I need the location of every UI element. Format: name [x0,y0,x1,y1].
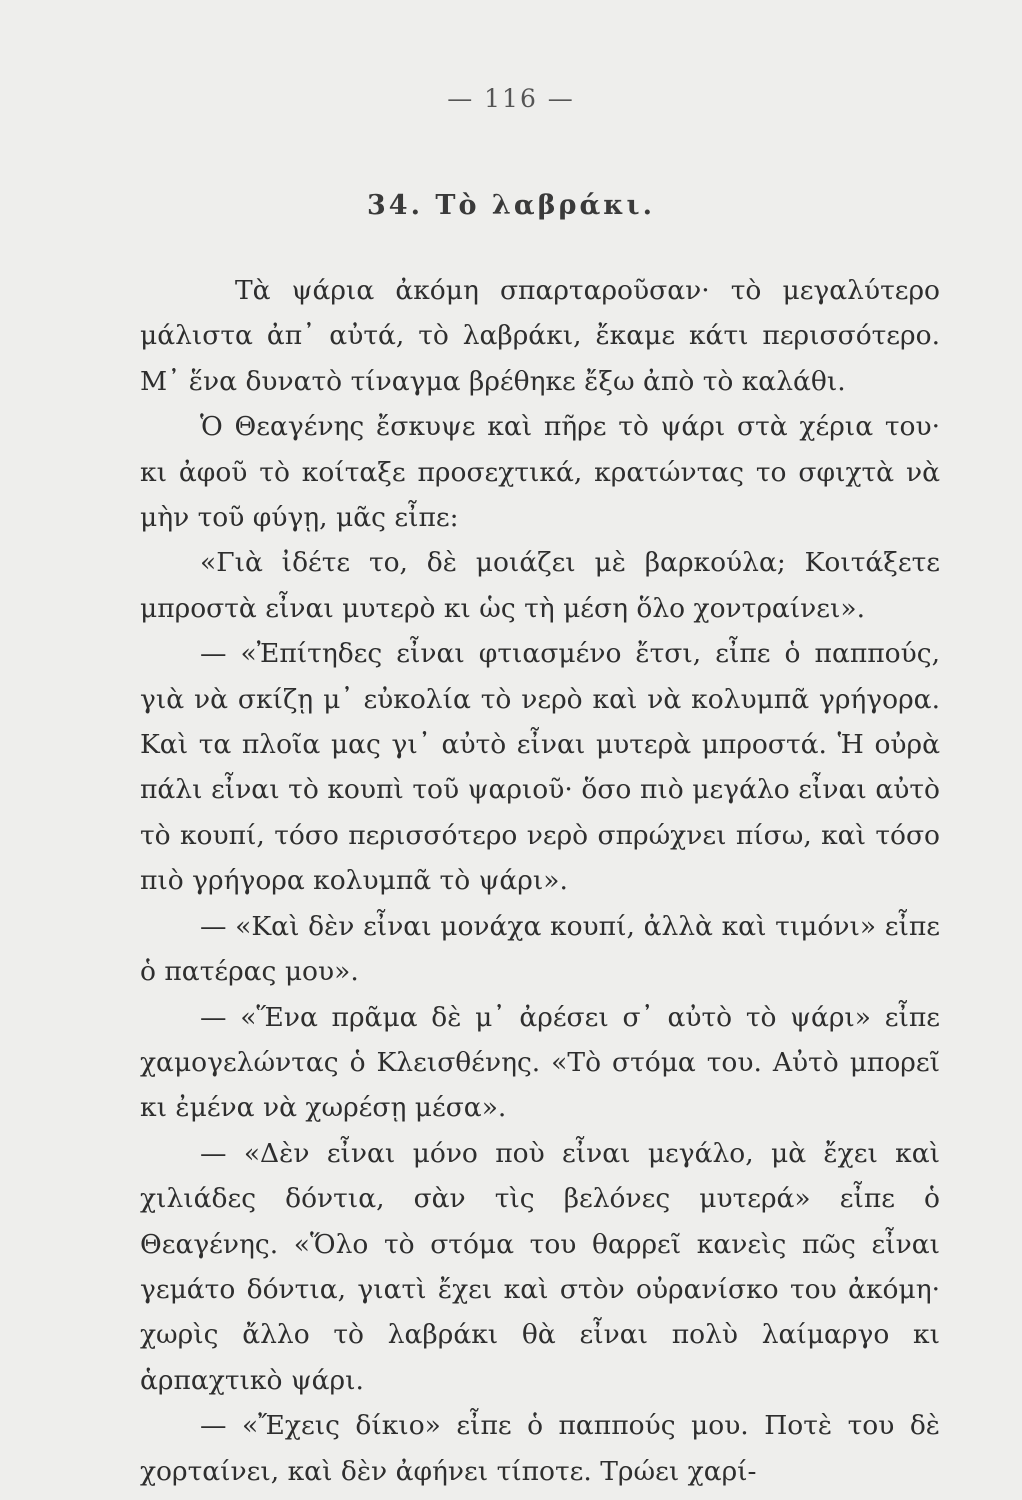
paragraph: — «Ἔχεις δίκιο» εἶπε ὁ παππούς μου. Ποτὲ του δὲ χορταίνει, καὶ δὲν ἀφήνει τίποτε. Τρώει χαρί- [140,1410,940,1487]
paragraph: — «Ἐπίτηδες εἶναι φτιασμένο ἔτσι, εἶπε ὁ παππούς, γιὰ νὰ σκίζῃ μ᾽ εὐκολία τὸ νερὸ καὶ νὰ κολυμπᾶ γρήγορα. Καὶ τα πλοῖα μας γι᾽ αὐτὸ εἶναι μυτερὰ μπροστά. Ἡ οὐρὰ πάλι εἶναι τὸ κουπὶ τοῦ ψαριοῦ· ὅσο πιὸ μεγάλο εἶναι αὐτὸ τὸ κουπί, τόσο περισσότερο νερὸ σπρώχνει πίσω, καὶ τόσο πιὸ γρήγορα κολυμπᾶ τὸ ψάρι». [140,638,940,897]
paragraph: — «Καὶ δὲν εἶναι μονάχα κουπί, ἀλλὰ καὶ τιμόνι» εἶπε ὁ πατέρας μου». [140,910,940,988]
paragraph: — «Ἕνα πρᾶμα δὲ μ᾽ ἀρέσει σ᾽ αὐτὸ τὸ ψάρι» εἶπε χαμογελώντας ὁ Κλεισθένης. «Τὸ στόμα του. Αὐτὸ μπορεῖ κι ἐμένα νὰ χωρέσῃ μέσα». [140,1001,940,1124]
chapter-title: 34. Τὸ λαβράκι. [367,190,655,221]
paragraph: «Γιὰ ἰδέτε το, δὲ μοιάζει μὲ βαρκούλα; Κοιτάξετε μπροστὰ εἶναι μυτερὸ κι ὡς τὴ μέση ὅλο χοντραίνει». [140,547,940,624]
page-number: — 116 — [447,84,575,113]
paragraph: Τὰ ψάρια ἀκόμη σπαρταροῦσαν· τὸ μεγαλύτερο μάλιστα ἀπ᾽ αὐτά, τὸ λαβράκι, ἔκαμε κάτι περισσότερο. Μ᾽ ἕνα δυνατὸ τίναγμα βρέθηκε ἔξω ἀπὸ τὸ καλάθι. [140,275,940,397]
body-text [140,268,940,1494]
paragraph: — «Δὲν εἶναι μόνο ποὺ εἶναι μεγάλο, μὰ ἔχει καὶ χιλιάδες δόντια, σὰν τὶς βελόνες μυτερά» εἶπε ὁ Θεαγένης. «Ὅλο τὸ στόμα του θαρρεῖ κανεὶς πῶς εἶναι γεμάτο δόντια, γιατὶ ἔχει καὶ στὸν οὐρανίσκο του ἀκόμη· χωρὶς ἄλλο τὸ λαβράκι θὰ εἶναι πολὺ λαίμαργο κι ἁρπαχτικὸ ψάρι. [140,1137,940,1396]
paragraph: Ὁ Θεαγένης ἔσκυψε καὶ πῆρε τὸ ψάρι στὰ χέρια του· κι ἀφοῦ τὸ κοίταξε προσεχτικά, κρατώντας το σφιχτὰ νὰ μὴν τοῦ φύγῃ, μᾶς εἶπε: [140,411,940,534]
